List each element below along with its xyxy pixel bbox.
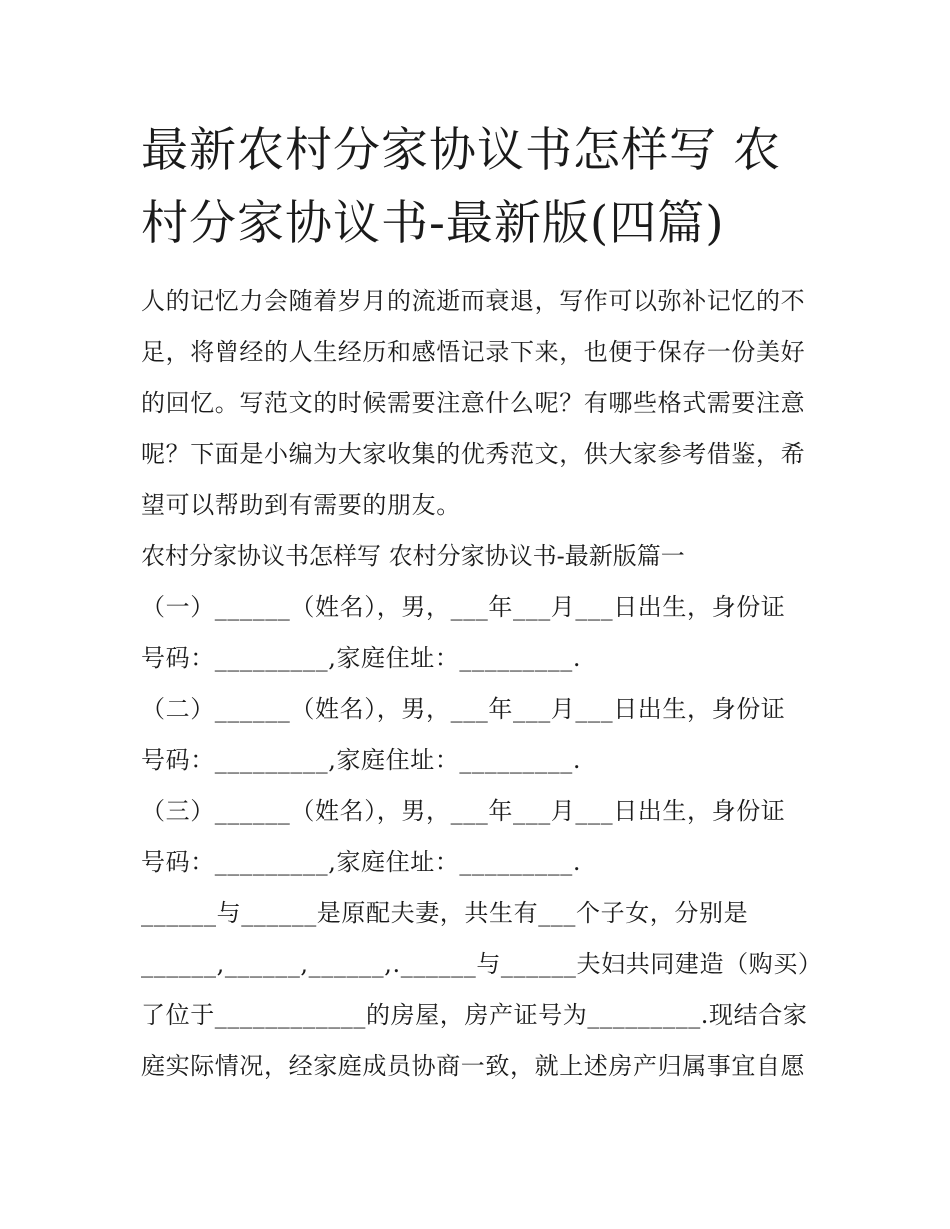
agreement-line: ______与______是原配夫妻，共生有___个子女，分别是 [141, 899, 749, 927]
agreement-line: （一）______（姓名），男，___年___月___日出生，身份证 [141, 593, 786, 621]
document-page [141, 114, 823, 1092]
agreement-line: 号码：_________,家庭住址：_________. [141, 644, 582, 672]
agreement-line: ______,______,______,.______与______夫妇共同建造（购买） [141, 950, 823, 978]
agreement-line: 庭实际情况，经家庭成员协商一致，就上述房产归属事宜自愿 [141, 1052, 806, 1080]
agreement-line: 号码：_________,家庭住址：_________. [141, 746, 582, 774]
agreement-line: 号码：_________,家庭住址：_________. [141, 848, 582, 876]
section-heading: 农村分家协议书怎样写 农村分家协议书-最新版篇一 [141, 542, 685, 570]
agreement-line: 了位于____________的房屋，房产证号为_________.现结合家 [141, 1001, 808, 1029]
document-title: 最新农村分家协议书怎样写 农村分家协议书-最新版(四篇) [141, 123, 781, 251]
agreement-line: （三）______（姓名），男，___年___月___日出生，身份证 [141, 797, 786, 825]
agreement-line: （二）______（姓名），男，___年___月___日出生，身份证 [141, 695, 786, 723]
intro-paragraph: 人的记忆力会随着岁月的流逝而衰退，写作可以弥补记忆的不足，将曾经的人生经历和感悟记录下来，也便于保存一份美好的回忆。写范文的时候需要注意什么呢？有哪些格式需要注意呢？下面是小编为大家收集的优秀范文，供大家参考借鉴，希望可以帮助到有需要的朋友。 [141, 287, 806, 519]
